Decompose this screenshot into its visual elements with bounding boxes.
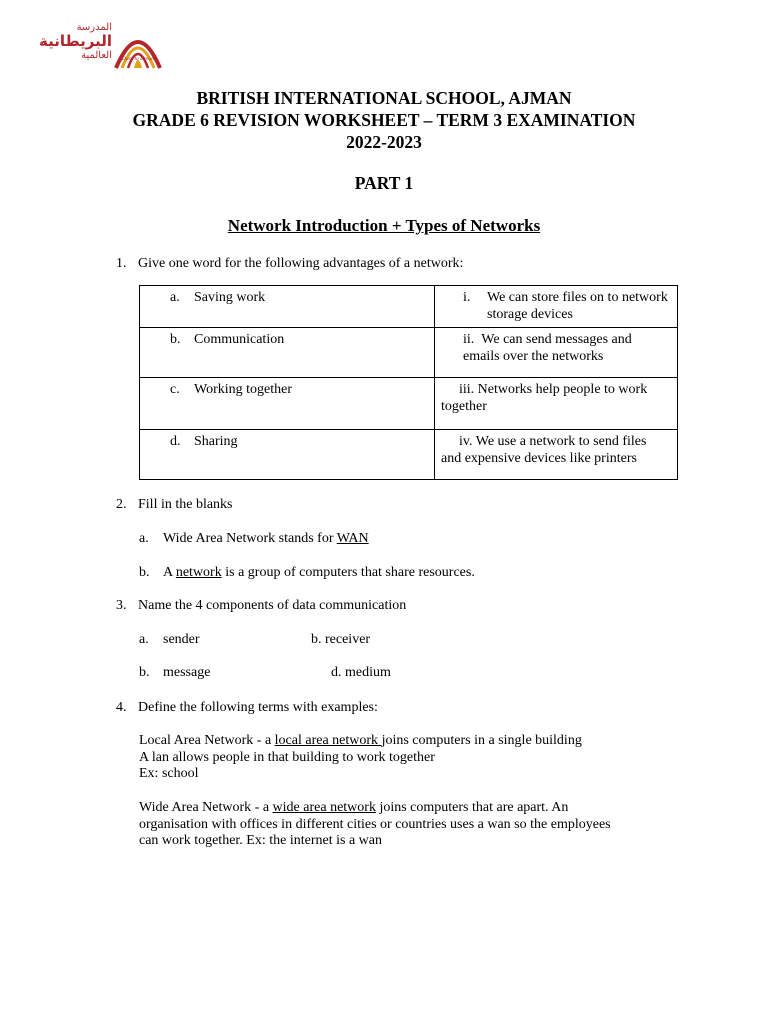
question-2 <box>116 497 233 514</box>
lan-definition: Local Area Network - a local area network joins computers in a single building A lan allows people in that building to work together Ex: school <box>139 733 582 781</box>
question-text: Define the following terms with examples: <box>138 700 378 715</box>
q2-item-b: b. A network is a group of computers that share resources. <box>139 565 475 580</box>
q3-item-sender: a. sender <box>139 632 200 647</box>
part-heading: PART 1 <box>354 173 414 193</box>
q3-item-receiver: b. receiver <box>311 632 371 647</box>
q2-item-a: a. Wide Area Network stands for WAN <box>139 531 369 546</box>
academic-year: 2022-2023 <box>346 132 422 152</box>
logo-tagline: Dare to Dream <box>122 56 156 62</box>
question-text: Name the 4 components of data communication <box>138 598 407 613</box>
table-cell-definition: iii. Networks help people to work together <box>435 378 678 430</box>
q3-item-medium: d. medium <box>331 665 391 680</box>
logo-arabic-text <box>34 22 112 62</box>
question-number: 4. <box>116 700 127 715</box>
school-name: BRITISH INTERNATIONAL SCHOOL, AJMAN <box>196 88 572 108</box>
table-cell-term: c. Working together <box>140 378 435 430</box>
question-text: Give one word for the following advantages of a network: <box>138 256 464 271</box>
question-1 <box>116 256 463 273</box>
table-cell-term: a. Saving work <box>140 286 435 328</box>
q3-item-message: b. message <box>139 665 211 680</box>
advantages-table <box>139 285 678 480</box>
lan-term: local area network <box>274 733 382 748</box>
logo-arabic-line2: البريطانية <box>39 32 112 50</box>
table-row <box>140 286 678 328</box>
question-text: Fill in the blanks <box>138 497 233 512</box>
logo-arabic-line1: المدرسة <box>76 22 112 33</box>
table-cell-definition: iv. We use a network to send files and expensive devices like printers <box>435 430 678 480</box>
table-row <box>140 328 678 378</box>
question-number: 3. <box>116 598 127 613</box>
table-cell-term: b. Communication <box>140 328 435 378</box>
table-row <box>140 378 678 430</box>
logo-arch-icon <box>112 22 164 72</box>
wan-definition: Wide Area Network - a wide area network joins computers that are apart. An organisation with offices in different cities or countries uses a wan so the employees can work together. Ex: the internet is a wan <box>139 800 611 848</box>
table-cell-term: d. Sharing <box>140 430 435 480</box>
wan-term: wide area network <box>272 800 376 815</box>
table-cell-definition: i. We can store files on to network storage devices <box>435 286 678 328</box>
answer-wan: WAN <box>336 531 369 546</box>
question-number: 2. <box>116 497 127 512</box>
section-title: Network Introduction + Types of Networks <box>227 216 541 235</box>
question-number: 1. <box>116 256 127 271</box>
question-4 <box>116 700 378 717</box>
table-row <box>140 430 678 480</box>
logo-arabic-line3: العالمية <box>81 50 112 61</box>
answer-network: network <box>175 565 222 580</box>
school-logo <box>34 22 164 72</box>
worksheet-title: GRADE 6 REVISION WORKSHEET – TERM 3 EXAMINATION <box>132 110 636 130</box>
table-cell-definition: ii. We can send messages and emails over the networks <box>435 328 678 378</box>
question-3 <box>116 598 406 615</box>
